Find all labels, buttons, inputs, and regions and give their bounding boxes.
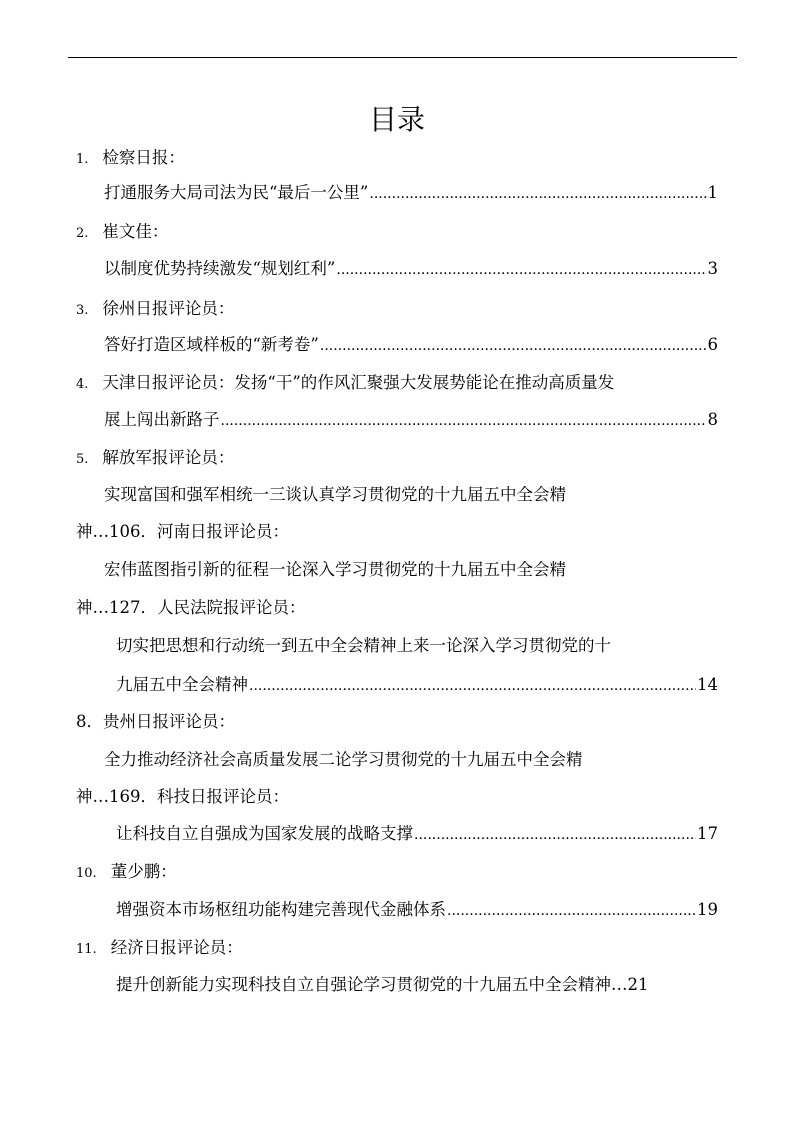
toc-heading xyxy=(76,707,235,737)
toc-entry[interactable] xyxy=(116,819,718,849)
toc-heading xyxy=(76,143,185,173)
toc-page-number: 14 xyxy=(697,675,718,694)
toc-source: 董少鹏： xyxy=(110,862,177,881)
toc-heading xyxy=(76,443,234,473)
toc-heading xyxy=(76,294,234,324)
toc-source: 解放军报评论员： xyxy=(102,448,235,467)
toc-source: 检察日报： xyxy=(102,148,185,167)
toc-page-number: 19 xyxy=(697,900,718,919)
toc-number: 11. xyxy=(76,942,97,957)
toc-entry[interactable] xyxy=(116,895,718,925)
toc-entry-line[interactable] xyxy=(104,745,583,775)
toc-heading xyxy=(76,368,614,398)
toc-entry-title: 切实把思想和行动统一到五中全会精神上来一论深入学习贯彻党的十 xyxy=(116,636,611,655)
toc-entry-line[interactable] xyxy=(76,593,306,623)
toc-leader xyxy=(249,671,696,701)
toc-number: 4. xyxy=(76,377,89,392)
toc-entry-title: 打通服务大局司法为民“最后一公里” xyxy=(104,183,369,202)
toc-entry-line[interactable] xyxy=(104,555,566,585)
toc-entry[interactable] xyxy=(104,178,718,208)
toc-page-number: 6 xyxy=(707,335,718,354)
toc-leader xyxy=(414,820,696,850)
toc-entry-title: 展上闯出新路子 xyxy=(104,410,220,429)
toc-entry-title: 以制度优势持续激发“规划红利” xyxy=(104,259,336,278)
toc-entry-title: 九届五中全会精神 xyxy=(116,675,248,694)
toc-leader xyxy=(447,896,696,926)
toc-entry-line[interactable] xyxy=(104,480,566,510)
toc-entry-title: 神…106．河南日报评论员： xyxy=(76,522,289,541)
toc-page-number: 1 xyxy=(707,183,718,202)
toc-entry-title: 增强资本市场枢纽功能构建完善现代金融体系 xyxy=(116,900,446,919)
toc-entry-title: 全力推动经济社会高质量发展二论学习贯彻党的十九届五中全会精 xyxy=(104,750,583,769)
toc-entry-title: 神…169．科技日报评论员： xyxy=(76,787,289,806)
toc-page-number: 17 xyxy=(697,824,718,843)
toc-source: 天津日报评论员：发扬“干”的作风汇聚强大发展势能论在推动高质量发 xyxy=(102,373,615,392)
toc-entry[interactable] xyxy=(104,405,718,435)
toc-entry-title: 实现富国和强军相统一三谈认真学习贯彻党的十九届五中全会精 xyxy=(104,485,566,504)
toc-page-number: 3 xyxy=(707,259,718,278)
toc-leader xyxy=(336,255,706,285)
toc-number: 1. xyxy=(76,152,89,167)
toc-entry[interactable] xyxy=(116,670,718,700)
toc-number: 5. xyxy=(76,452,89,467)
toc-number: 3. xyxy=(76,303,89,318)
toc-entry-line[interactable] xyxy=(116,970,649,1000)
toc-entry-title: 提升创新能力实现科技自立自强论学习贯彻党的十九届五中全会精神…21 xyxy=(116,975,649,994)
toc-entry[interactable] xyxy=(104,330,718,360)
toc-heading xyxy=(76,933,243,963)
toc-entry-line[interactable] xyxy=(76,782,289,812)
toc-entry[interactable] xyxy=(104,254,718,284)
toc-entry-title: 宏伟蓝图指引新的征程一论深入学习贯彻党的十九届五中全会精 xyxy=(104,560,566,579)
toc-entry-title: 让科技自立自强成为国家发展的战略支撑 xyxy=(116,824,413,843)
toc-number: 2. xyxy=(76,226,89,241)
toc-heading xyxy=(76,857,177,887)
header-rule xyxy=(68,57,737,58)
toc-number: 10. xyxy=(76,866,97,881)
toc-leader xyxy=(369,179,706,209)
toc-source: 8．贵州日报评论员： xyxy=(76,712,235,731)
toc-leader xyxy=(320,331,707,361)
toc-leader xyxy=(221,406,707,436)
toc-heading xyxy=(76,217,168,247)
toc-page-number: 8 xyxy=(707,410,718,429)
toc-entry-line[interactable] xyxy=(116,631,611,661)
toc-entry-title: 神…127．人民法院报评论员： xyxy=(76,598,306,617)
toc-entry-title: 答好打造区域样板的“新考卷” xyxy=(104,335,319,354)
toc-source: 徐州日报评论员： xyxy=(102,299,235,318)
toc-entry-line[interactable] xyxy=(76,517,289,547)
toc-source: 崔文佳： xyxy=(102,222,169,241)
toc-title: 目录 xyxy=(368,103,425,136)
toc-source: 经济日报评论员： xyxy=(110,938,243,957)
